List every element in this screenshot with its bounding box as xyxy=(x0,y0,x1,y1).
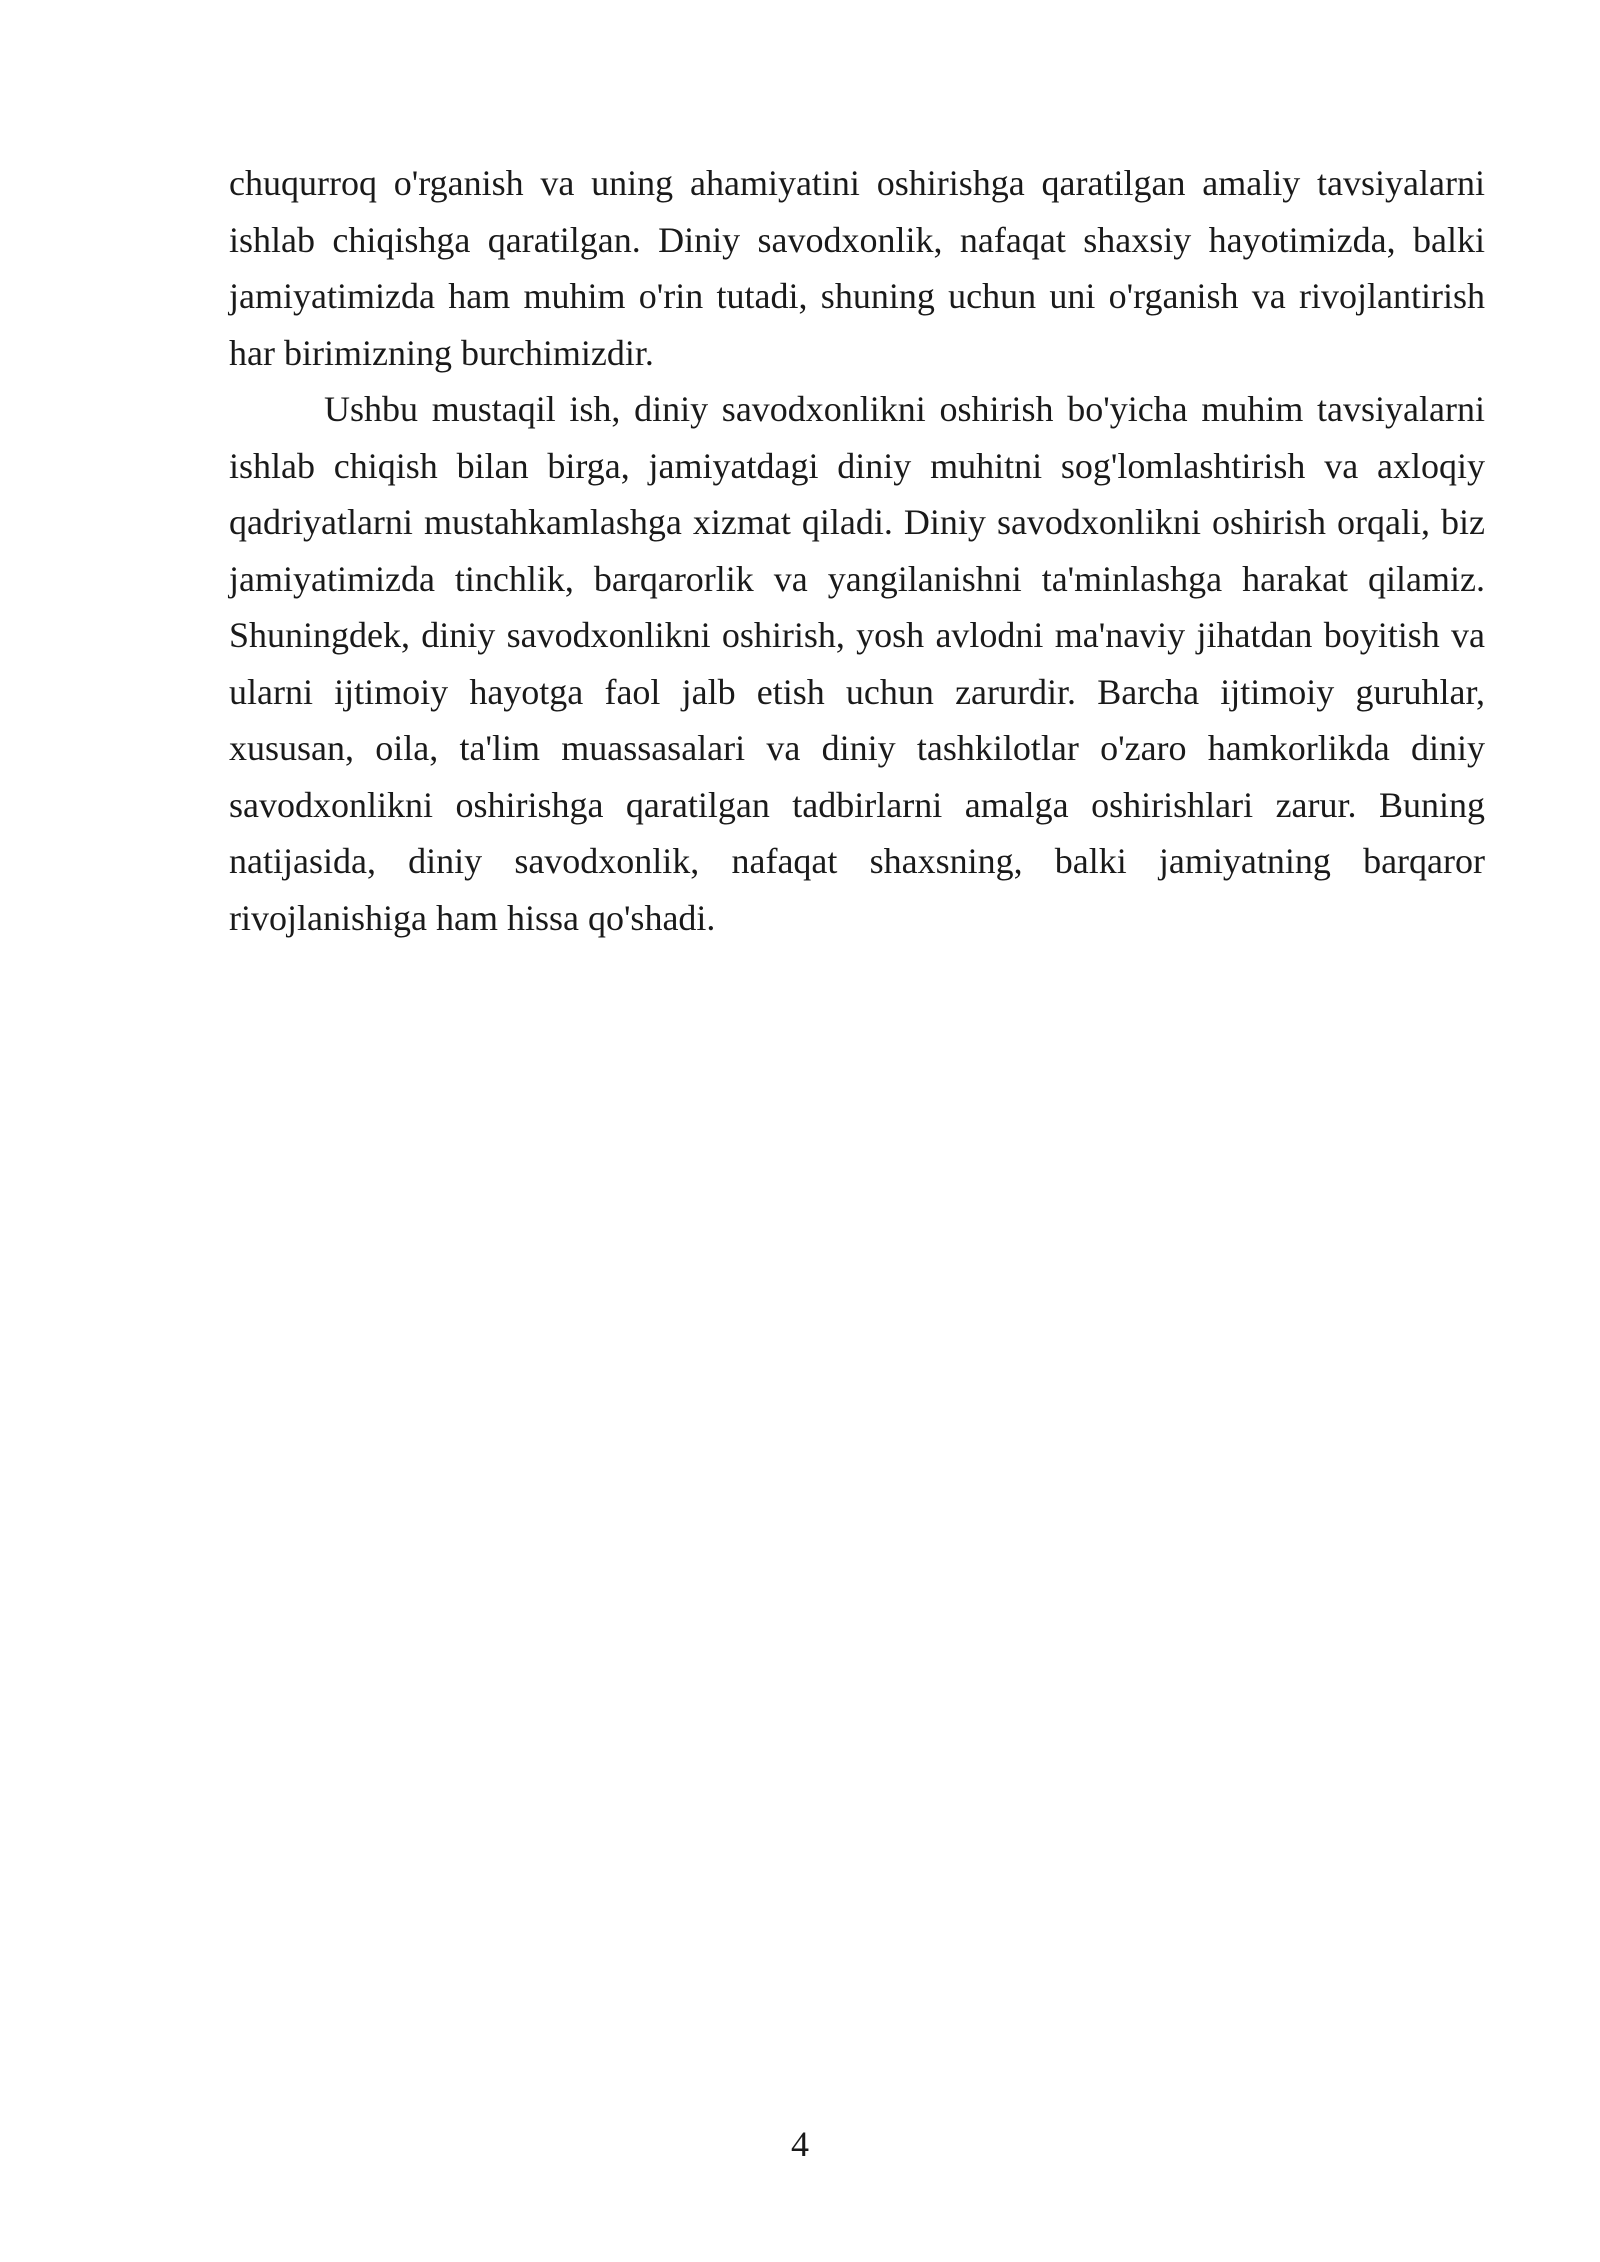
body-text xyxy=(229,155,1485,946)
page-number: 4 xyxy=(791,2124,809,2164)
paragraph: Ushbu mustaqil ish, diniy savodxonlikni oshirish bo'yicha muhim tavsiyalarni ishlab chiqish bilan birga, jamiyatdagi diniy muhitni sog'lomlashtirish va axloqiy qadriyatlarni mustahkamlashga xizmat qiladi. Diniy savodxonlikni oshirish orqali, biz jamiyatimizda tinchlik, barqarorlik va yangilanishni ta'minlashga harakat qilamiz. Shuningdek, diniy savodxonlikni oshirish, yosh avlodni ma'naviy jihatdan boyitish va ularni ijtimoiy hayotga faol jalb etish uchun zarurdir. Barcha ijtimoiy guruhlar, xususan, oila, ta'lim muassasalari va diniy tashkilotlar o'zaro hamkorlikda diniy savodxonlikni oshirishga qaratilgan tadbirlarni amalga oshirishlari zarur. Buning natijasida, diniy savodxonlik, nafaqat shaxsning, balki jamiyatning barqaror rivojlanishiga ham hissa qo'shadi. xyxy=(229,389,1485,938)
paragraph-continuation: chuqurroq o'rganish va uning ahamiyatini oshirishga qaratilgan amaliy tavsiyalarni ishlab chiqishga qaratilgan. Diniy savodxonlik, nafaqat shaxsiy hayotimizda, balki jamiyatimizda ham muhim o'rin tutadi, shuning uchun uni o'rganish va rivojlantirish har birimizning burchimizdir. xyxy=(229,163,1485,373)
